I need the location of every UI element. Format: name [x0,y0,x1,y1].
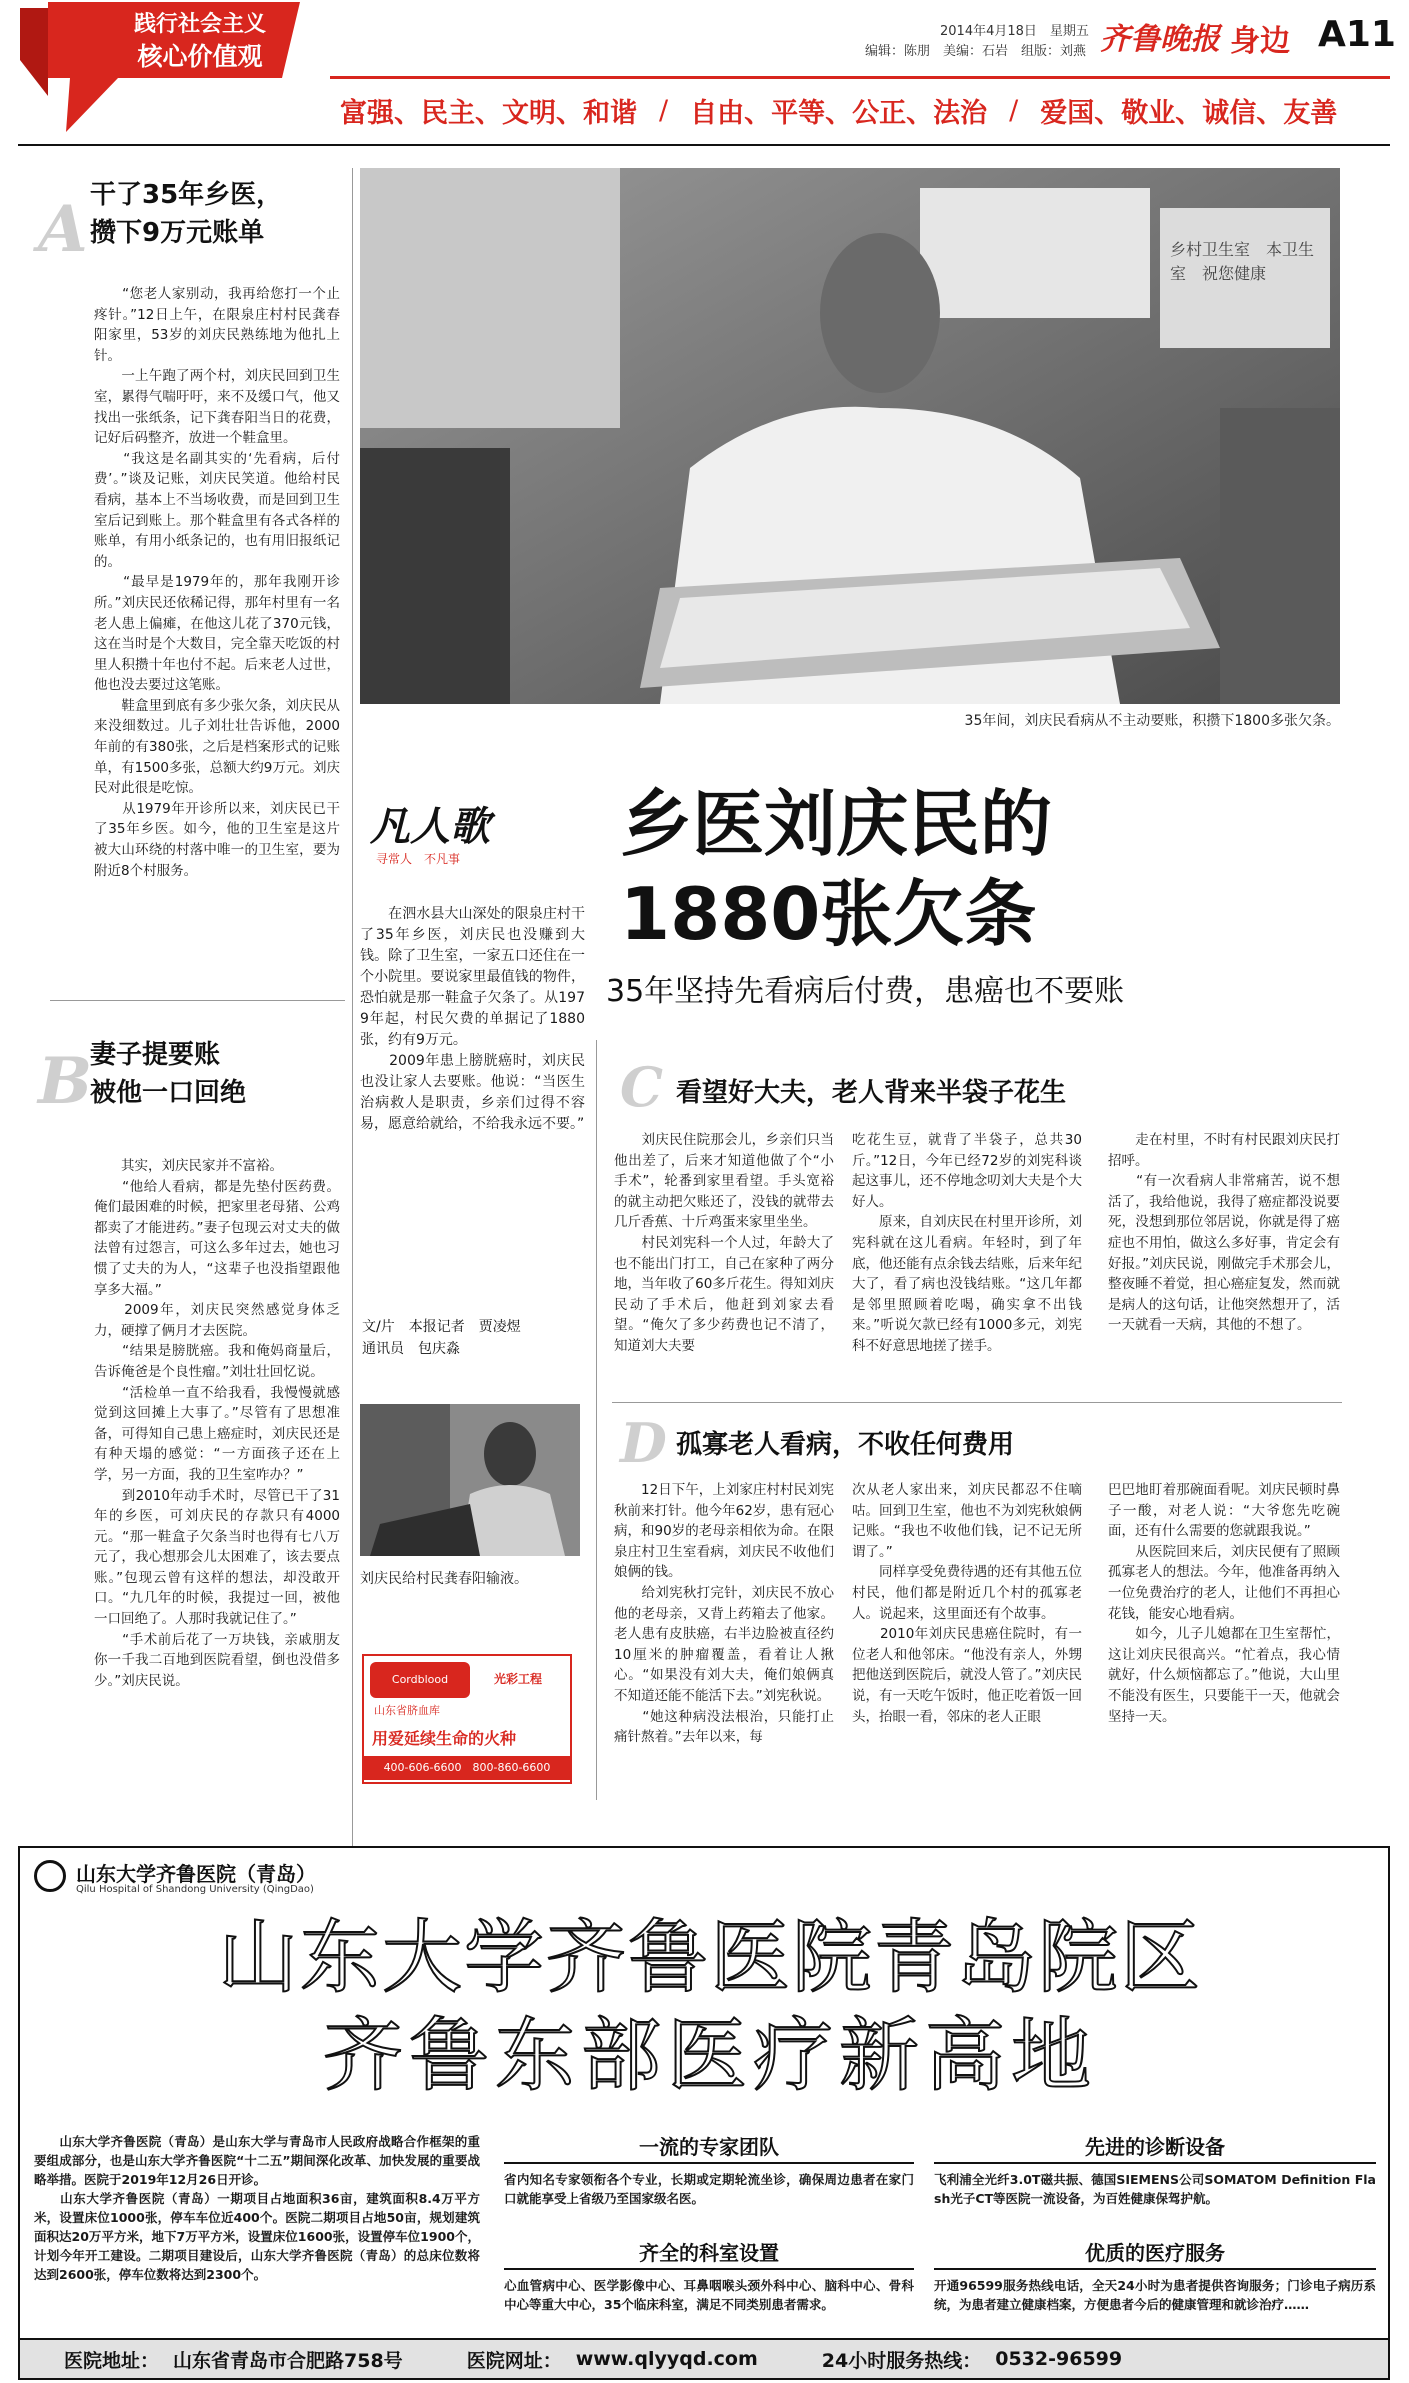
banner-line2: 核心价值观 [137,42,263,71]
hospital-headline-2: 齐鲁东部医疗新高地 [323,2009,1097,2102]
feature-3-title: 齐全的科室设置 [504,2238,914,2270]
feature-box-1 [504,2132,914,2228]
hotlines-text: 400-606-6600 800-860-6600 [383,1761,551,1774]
feature-4-text: 开通96599服务热线电话，全天24小时为患者提供咨询服务；门诊电子病历系统，为患者建立健康档案，方便患者今后的健康管理和就诊治疗…… [934,2278,1376,2312]
section-d-col1: 12日下午，上刘家庄村村民刘宪秋前来打针。他今年62岁，患有冠心病，和90岁的老母亲相依为命。在限泉庄村卫生室看病，刘庆民不收他们娘俩的钱。 给刘宪秋打完针，刘庆民不放心他的老母亲，又背上药箱去了他家。老人患有皮肤癌，右半边脸被直径约10厘米的肿瘤覆盖，看着让人揪心。“如果没有刘大夫，俺们娘俩真不知道还能不能活下去。”刘宪秋说。 “她这种病没法根治，只能打止痛针熬着。”去年以来，每 [614,1482,834,1746]
section-c-heading: 看望好大夫，老人背来半袋子花生 [676,1078,1067,1108]
feature-1-text: 省内知名专家领衔各个专业，长期或定期轮流坐诊，确保周边患者在家门口就能享受上省级乃至国家级名医。 [504,2172,914,2206]
masthead [0,0,1409,170]
section-d-col2: 次从老人家出来，刘庆民都忍不住嘀咕。回到卫生室，他也不为刘宪秋娘俩记账。“我也不收他们钱，记不记无所谓了。” 同样享受免费待遇的还有其他五位村民，他们都是附近几个村的孤寡老人。说起来，这里面还有个故事。 2010年刘庆民患癌住院时，有一位老人和他邻床。“他没有亲人，外甥把他送到医院后，就没人管了。”刘庆民说，有一天吃午饭时，他正吃着饭一回头，抬眼一看，邻床的老人正眼 [852,1482,1082,1725]
hospital-name-en: Qilu Hospital of Shandong University (QingDao) [76,1884,314,1895]
main-photo-caption: 35年间，刘庆民看病从不主动要账，积攒下1800多张欠条。 [964,713,1340,729]
headline-title-1: 乡医刘庆民的 [620,782,1053,866]
column-divider-intro [596,1040,597,1800]
banner-line1: 践行社会主义 [133,12,266,37]
section-letter-c: C [620,1055,663,1119]
small-photo [360,1404,580,1556]
section-name: 身边 [1230,24,1290,59]
values-separator: / [659,94,669,126]
column-box-title: 凡人歌 [370,803,490,850]
hospital-name-cn: 山东大学齐鲁医院（青岛） [76,1862,316,1886]
feature-2-title: 先进的诊断设备 [934,2132,1376,2164]
page-number: A11 [1318,14,1396,55]
byline-1: 文/片 本报记者 贾凌煜 [362,1319,521,1335]
section-c-col2: 吃花生豆，就背了半袋子，总共30斤。”12日，今年已经72岁的刘宪科谈起这事儿，还不停地念叨刘大夫是个大好人。 原来，自刘庆民在村里开诊所，刘宪科就在这儿看病。年轻时，到了年底，他还能有点余钱去结账，后来年纪大了，看了病也没钱结账。“这几年都是邻里照顾着吃喝，确实拿不出钱来。”听说欠款已经有1000多元，刘宪科不好意思地搓了搓手。 [852,1132,1082,1354]
hospital-website[interactable]: www.qlyyqd.com [575,2348,758,2370]
feature-box-4 [934,2238,1376,2328]
column-box-subtitle: 寻常人 不凡事 [376,852,461,866]
address-label: 医院地址： [64,2349,160,2372]
section-b-heading: 妻子提要账 被他一口回绝 [90,1040,247,1108]
website-label: 医院网址： [466,2349,562,2372]
hospital-hotline: 0532-96599 [995,2348,1123,2370]
hospital-intro: 山东大学齐鲁医院（青岛）是山东大学与青岛市人民政府战略合作框架的重要组成部分，也是山东大学齐鲁医院“十二五”期间深化改革、加快发展的重要战略举措。医院于2019年12月26日开诊。 山东大学齐鲁医院（青岛）一期项目占地面积36亩，建筑面积8.4万平方米，设置床位1000张，停车车位近400个。医院二期项目占地50亩，规划建筑面积达20万平方米，地下7万平方米，设置床位1600张，设置停车位1900个，计划今年开工建设。二期项目建设后，山东大学齐鲁医院（青岛）的总床位数将达到2600张，停车位数将达到2300个。 [34,2134,480,2282]
cordblood-ad [362,1654,572,1784]
poster-slogan: 乡村卫生室 本卫生室 祝您健康 [1170,240,1315,283]
section-letter-d: D [620,1411,667,1475]
cordblood-logo-text: Cordblood [391,1673,449,1686]
editor-credits: 编辑：陈朋 美编：石岩 组版：刘燕 [865,44,1087,59]
header-bottom-rule [18,144,1390,146]
section-a-body: “您老人家别动，我再给您打一个止疼针。”12日上午，在限泉庄村村民龚春阳家里，53岁的刘庆民熟练地为他扎上针。 一上午跑了两个村，刘庆民回到卫生室，累得气喘吁吁，来不及缓口气，他又找出一张纸条，记下龚春阳当日的花费，记好后码整齐，放进一个鞋盒里。 “我这是名副其实的‘先看病，后付费’。”谈及记账，刘庆民笑道。他给村民看病，基本上不当场收费，而是回到卫生室后记到账上。那个鞋盒里有各式各样的账单，有用小纸条记的，也有用旧报纸记的。 “最早是1979年的，那年我刚开诊所。”刘庆民还依稀记得，那年村里有一名老人患上偏瘫，在他这儿花了370元钱，这在当时是个大数目，完全靠天吃饭的村里人积攒十年也付不起。后来老人过世，他也没去要过这笔账。 鞋盒里到底有多少张欠条，刘庆民从来没细数过。儿子刘壮壮告诉他，2000年前的有380张，之后是档案形式的记账单，有1500多张，总额大约9万元。刘庆民对此很是吃惊。 从1979年开诊所以来，刘庆民已干了35年乡医。如今，他的卫生室是这片被大山环绕的村落中唯一的卫生室，要为附近8个村服务。 [94,286,340,879]
feature-4-title: 优质的医疗服务 [934,2238,1376,2270]
section-d-col3: 巴巴地盯着那碗面看呢。刘庆民顿时鼻子一酸，对老人说：“大爷您先吃碗面，还有什么需要的您就跟我说。” 从医院回来后，刘庆民便有了照顾孤寡老人的想法。今年，他准备再纳入一位免费治疗的老人，让他们不再担心花钱，能安心地看病。 如今，儿子儿媳都在卫生室帮忙，这让刘庆民很高兴。“忙着点，我心情就好，什么烦恼都忘了。”他说，大山里不能没有医生，只要能干一天，他就会坚持一天。 [1108,1482,1340,1725]
values-group-2: 自由、平等、公正、法治 [690,97,988,129]
column-divider [352,168,353,1868]
hospital-ad [18,1846,1390,2380]
main-photo [360,168,1340,704]
headline-title-2: 1880张欠条 [620,872,1037,956]
paper-name: 齐鲁晚报 [1100,22,1220,57]
cordblood-brand: 山东省脐血库 [374,1704,440,1717]
section-letter-b: B [38,1044,93,1119]
feature-2-text: 飞利浦全光纤3.0T磁共振、德国SIEMENS公司SOMATOM Definition Flash光子CT等医院一流设备，为百姓健康保驾护航。 [934,2172,1376,2206]
issue-date: 2014年4月18日 星期五 [940,24,1089,39]
values-group-1: 富强、民主、文明、和谐 [340,97,637,129]
section-c-col3: 走在村里，不时有村民跟刘庆民打招呼。 “有一次看病人非常痛苦，说不想活了，我给他说，我得了癌症都没说要死，没想到那位邻居说，你就是得了癌症也不用怕，做这么多好事，肯定会有好报。”刘庆民说，刚做完手术那会儿，整夜睡不着觉，担心癌症复发，然而就是病人的这句话，让他突然想开了，活一天就看一天病，其他的不想了。 [1108,1132,1340,1334]
feature-box-2 [934,2132,1376,2228]
intro-body: 在泗水县大山深处的限泉庄村干了35年乡医，刘庆民也没赚到大钱。除了卫生室，一家五口还住在一个小院里。要说家里最值钱的物件，恐怕就是那一鞋盒子欠条了。从1979年起，村民欠费的单据记了1880张，约有9万元。 2009年患上膀胱癌时，刘庆民也没让家人去要账。他说：“当医生治病救人是职责，乡亲们过得不容易，愿意给就给，不给我永远不要。” [360,906,585,1132]
small-photo-caption: 刘庆民给村民龚春阳输液。 [360,1571,528,1587]
guangcai-org: 光彩工程 [494,1672,543,1686]
feature-box-3 [504,2238,914,2328]
cordblood-slogan: 用爱延续生命的火种 [372,1729,517,1748]
cordblood-hotlines [364,1756,570,1780]
hospital-headline-1: 山东大学齐鲁医院青岛院区 [218,1911,1202,2004]
values-group-3: 爱国、敬业、诚信、友善 [1040,97,1338,129]
hospital-address: 山东省青岛市合肥路758号 [173,2349,403,2372]
feature-3-text: 心血管病中心、医学影像中心、耳鼻咽喉头颈外科中心、脑科中心、骨科中心等重大中心，35个临床科室，满足不同类别患者需求。 [504,2278,914,2312]
header-rule [330,76,1390,79]
section-a-heading: 干了35年乡医， 攒下9万元账单 [90,180,283,248]
section-divider-cd [612,1402,1342,1403]
section-b-body: 其实，刘庆民家并不富裕。 “他给人看病，都是先垫付医药费。俺们最困难的时候，把家里老母猪、公鸡都卖了才能进药。”妻子包现云对丈夫的做法曾有过怨言，可这么多年过去，她也习惯了丈夫的为人，“这辈子也没指望跟他享多大福。” 2009年，刘庆民突然感觉身体乏力，硬撑了俩月才去医院。 “结果是膀胱癌。我和俺妈商量后，告诉俺爸是个良性瘤。”刘壮壮回忆说。 “活检单一直不给我看，我慢慢就感觉到这回摊上大事了。”尽管有了思想准备，可得知自己患上癌症时，刘庆民还是有种天塌的感觉：“一方面孩子还在上学，另一方面，我的卫生室咋办？” 到2010年动手术时，尽管已干了31年的乡医，可刘庆民的存款只有4000元。“那一鞋盒子欠条当时也得有七八万元了，我心想那会儿太困难了，该去要点账。”包现云曾有这样的想法，却没敢开口。“九几年的时候，我提过一回，被他一口回绝了。人那时我就记住了。” “手术前后花了一万块钱，亲戚朋友你一千我二百地到医院看望，倒也没借多少。”刘庆民说。 [94,1158,340,1689]
hotline-label: 24小时服务热线： [821,2349,982,2372]
doctor-giving-infusion-image [360,1404,580,1556]
cordblood-logo [370,1662,470,1698]
core-values-row [340,90,1337,130]
headline-subtitle: 35年坚持先看病后付费，患癌也不要账 [606,974,1125,1009]
hospital-logo-icon [34,1860,66,1892]
hospital-footer-bar [20,2338,1388,2378]
section-letter-a: A [38,192,88,267]
feature-1-title: 一流的专家团队 [504,2132,914,2164]
section-d-heading: 孤寡老人看病，不收任何费用 [676,1430,1015,1460]
section-c-col1: 刘庆民住院那会儿，乡亲们只当他出差了，后来才知道他做了个“小手术”，轮番到家里看望。手头宽裕的就主动把欠账还了，没钱的就带去几斤香蕉、十斤鸡蛋来家里坐坐。 村民刘宪科一个人过，年龄大了也不能出门打工，自己在家种了两分地，当年收了60多斤花生。得知刘庆民动了手术后，他赶到刘家去看望。“俺欠了多少药费也记不清了，知道刘大夫要 [614,1132,834,1354]
section-divider-ab [50,1000,345,1001]
byline-2: 通讯员 包庆淼 [362,1341,460,1357]
values-separator: / [1009,94,1019,126]
